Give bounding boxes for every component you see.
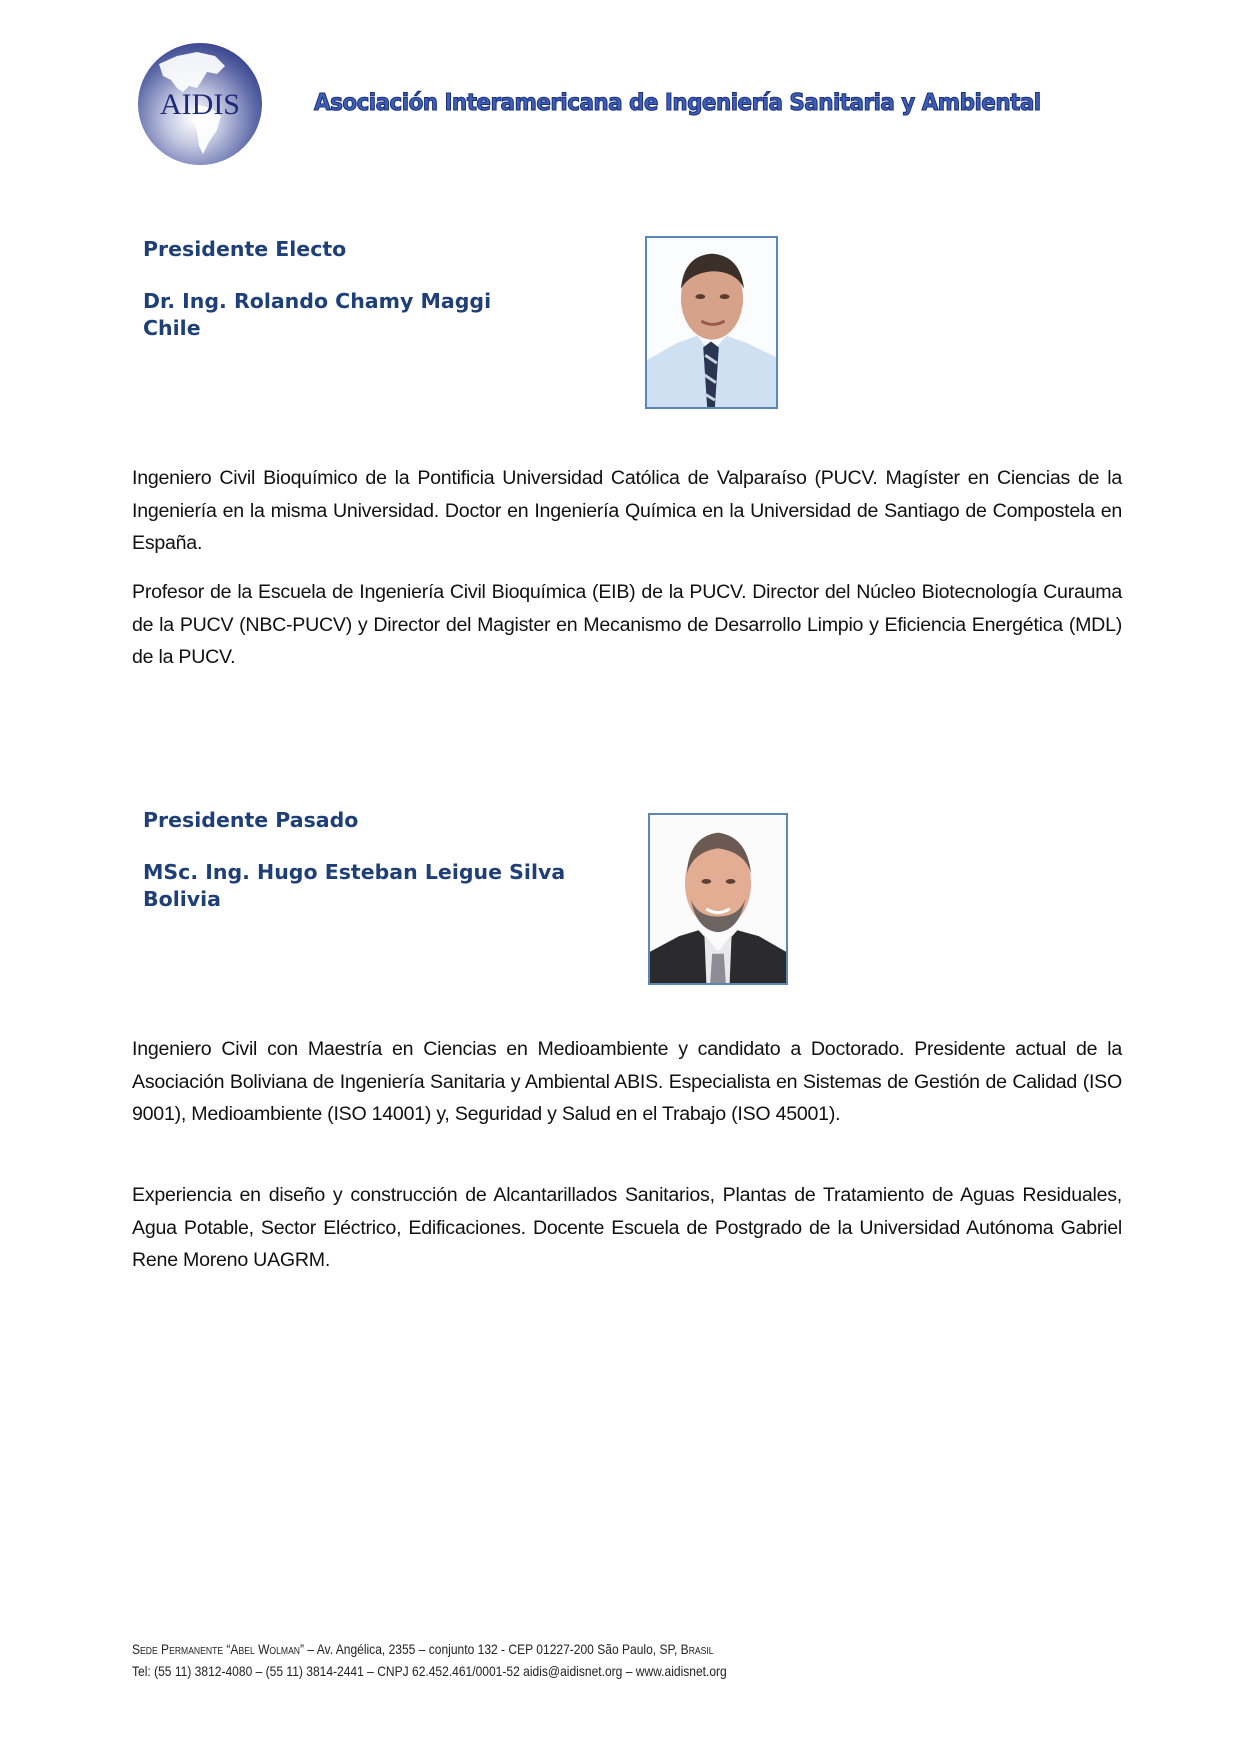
footer-country: Brasil (680, 1641, 714, 1657)
person-country: Bolivia (143, 887, 221, 911)
portrait-photo-rolando-chamy (645, 236, 778, 409)
footer-line-2: Tel: (55 11) 3812-4080 – (55 11) 3814-2441 – CNPJ 62.452.461/0001-52 aidis@aidisnet.org – www.aidisnet.org (132, 1663, 727, 1679)
bio-paragraph: Experiencia en diseño y construcción de Alcantarillados Sanitarios, Plantas de Tratamiento de Aguas Residuales, Agua Potable, Sector Eléctrico, Edificaciones. Docente Escuela de Postgrado de la Universidad Autónoma Gabriel Rene Moreno UAGRM. (132, 1184, 1122, 1271)
logo-text: AIDIS (160, 88, 240, 121)
person-name: Dr. Ing. Rolando Chamy Maggi (143, 289, 492, 313)
footer-address-text: – Av. Angélica, 2355 – conjunto 132 - CEP 01227-200 São Paulo, SP, (304, 1641, 681, 1657)
globe-icon (137, 42, 263, 166)
aidis-logo (137, 42, 263, 166)
footer-address (132, 1638, 727, 1682)
portrait-photo-hugo-leigue (648, 813, 788, 985)
footer-sede: Sede Permanente “Abel Wolman” (132, 1641, 305, 1657)
bio-paragraph: Ingeniero Civil con Maestría en Ciencias en Medioambiente y candidato a Doctorado. Presidente actual de la Asociación Boliviana de Ingeniería Sanitaria y Ambiental ABIS. Especialista en Sistemas de Gestión de Calidad (ISO 9001), Medioambiente (ISO 14001) y, Seguridad y Salud en el Trabajo (ISO 45001). (132, 1038, 1122, 1125)
person-name: MSc. Ing. Hugo Esteban Leigue Silva (143, 860, 566, 884)
section-role-past-president: Presidente Pasado (143, 808, 359, 832)
bio-paragraph: Profesor de la Escuela de Ingeniería Civil Bioquímica (EIB) de la PUCV. Director del Núcleo Biotecnología Curauma de la PUCV (NBC-PUCV) y Director del Magister en Mecanismo de Desarrollo Limpio y Eficiencia Energética (MDL) de la PUCV. (132, 581, 1122, 668)
bio-paragraph: Ingeniero Civil Bioquímico de la Pontificia Universidad Católica de Valparaíso (PUCV. Magíster en Ciencias de la Ingeniería en la misma Universidad. Doctor en Ingeniería Química en la Universidad de Santiago de Compostela en España. (132, 467, 1122, 554)
footer-line-1 (132, 1638, 727, 1660)
organization-name: Asociación Interamericana de Ingeniería Sanitaria y Ambiental (314, 88, 1041, 116)
section-role-president-elect: Presidente Electo (143, 237, 347, 261)
person-country: Chile (143, 316, 201, 340)
